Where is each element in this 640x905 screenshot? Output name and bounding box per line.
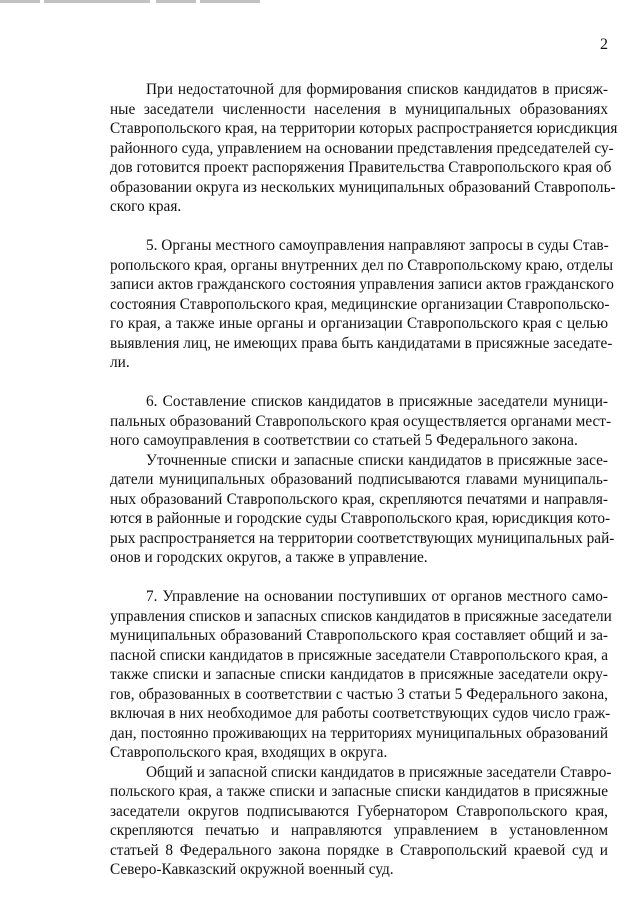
text-line: районного суда, управлением на основании представления председателей су- xyxy=(110,139,614,157)
text-line: ли. xyxy=(110,354,130,371)
text-line: статьей 8 Федерального закона порядке в Ставропольский краевой суд и xyxy=(110,841,608,859)
text-line: Северо-Кавказский окружной военный суд. xyxy=(110,861,394,878)
text-line: дов готовится проект распоряжения Правительства Ставропольского края об xyxy=(110,159,612,176)
text-line: Ставропольского края, входящих в округа. xyxy=(110,744,388,761)
text-line: ных образований Ставропольского края, скрепляются печатями и направля- xyxy=(110,490,608,508)
text-line: ропольского края, органы внутренних дел по Ставропольскому краю, отделы xyxy=(110,256,614,274)
text-line: дан, постоянно проживающих на территориях муниципальных образований xyxy=(110,724,608,742)
text-line: ются в районные и городские суды Ставропольского края, юрисдикция кото- xyxy=(110,510,611,527)
text-line: образовании округа из нескольких муниципальных образований Ставрополь- xyxy=(110,178,616,196)
text-line: ного самоуправления в соответствии со статьей 5 Федерального закона. xyxy=(110,432,578,449)
text-line: заседатели округов подписываются Губернатором Ставропольского края, xyxy=(110,802,608,820)
text-line: При недостаточной для формирования списков кандидатов в присяж- xyxy=(146,81,608,98)
text-line: пасной списки кандидатов в присяжные заседатели Ставропольского края, а xyxy=(110,646,608,664)
text-line: Общий и запасной списки кандидатов в присяжные заседатели Ставро- xyxy=(146,763,612,781)
text-line: онов и городских округов, а также в управление. xyxy=(110,549,428,566)
paragraph-gap xyxy=(110,217,608,237)
text-line: 6. Составление списков кандидатов в присяжные заседатели муници- xyxy=(146,393,608,410)
text-line: польского края, а также списки и запасные списки кандидатов в присяжные xyxy=(110,783,608,800)
text-line: гов, образованных в соответствии с частью 3 статьи 5 Федерального закона, xyxy=(110,685,608,703)
document-body xyxy=(110,80,618,880)
text-line: ные заседатели численности населения в муниципальных образованиях xyxy=(110,100,608,118)
text-line: пальных образований Ставропольского края осуществляется органами мест- xyxy=(110,412,612,430)
text-line: скрепляются печатью и направляются управлением в установленном xyxy=(110,822,608,839)
text-line: датели муниципальных образований подписываются главами муниципаль- xyxy=(110,471,608,488)
text-line: ского края. xyxy=(110,198,182,215)
paragraph-gap xyxy=(110,568,608,588)
paragraph-gap xyxy=(110,373,608,393)
page-number: 2 xyxy=(600,36,608,53)
text-line: также списки и запасные списки кандидатов в присяжные заседатели окру- xyxy=(110,666,608,683)
text-line: муниципальных образований Ставропольского края составляет общий и за- xyxy=(110,627,608,644)
text-line: Уточненные списки и запасные списки кандидатов в присяжные засе- xyxy=(146,451,608,469)
scan-edge-marks xyxy=(0,0,260,3)
text-line: управления списков и запасных списков кандидатов в присяжные заседатели xyxy=(110,607,612,625)
text-line: рых распространяется на территории соответствующих муниципальных рай- xyxy=(110,529,615,547)
text-line: Ставропольского края, на территории которых распространяется юрисдикция xyxy=(110,120,618,137)
text-line: го края, а также иные органы и организации Ставропольского края с целью xyxy=(110,315,608,332)
text-line: 5. Органы местного самоуправления направляют запросы в суды Став- xyxy=(146,237,609,254)
text-line: выявления лиц, не имеющих права быть кандидатами в присяжные заседате- xyxy=(110,334,613,352)
text-line: включая в них необходимое для работы соответствующих судов число граж- xyxy=(110,705,611,722)
text-line: 7. Управление на основании поступивших от органов местного само- xyxy=(146,588,608,605)
text-line: состояния Ставропольского края, медицинские организации Ставропольско- xyxy=(110,295,610,313)
text-line: записи актов гражданского состояния управления записи актов гражданского xyxy=(110,276,614,293)
